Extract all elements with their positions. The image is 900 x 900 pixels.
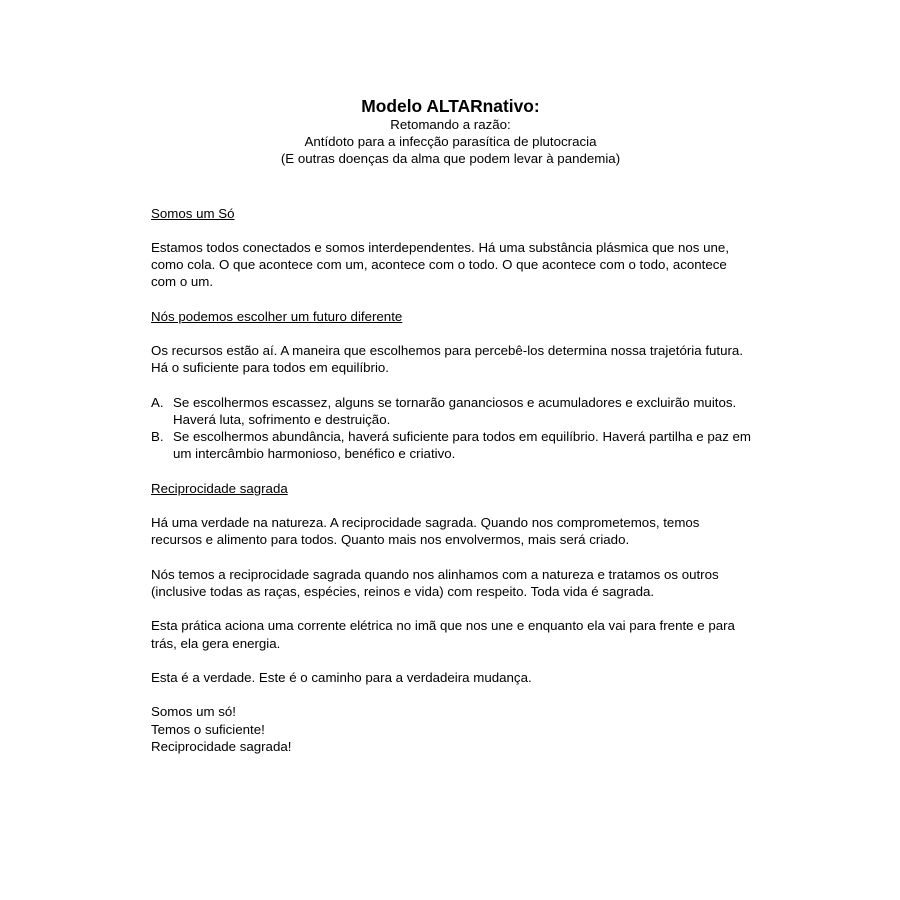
list-item-text: Se escolhermos escassez, alguns se tornarão gananciosos e acumuladores e excluirão muitos. Haverá luta, sofrimento e destruição. (173, 394, 737, 427)
document-subtitle-2: Antídoto para a infecção parasítica de plutocracia (304, 134, 597, 150)
document-page (151, 96, 751, 755)
closing-line-3: Reciprocidade sagrada! (151, 738, 292, 754)
list-item-text: Se escolhermos abundância, haverá suficiente para todos em equilíbrio. Haverá partilha e paz em um intercâmbio harmonioso, benéfico e criativo. (173, 429, 752, 462)
document-subtitle-3: (E outras doenças da alma que podem levar à pandemia) (280, 151, 621, 167)
paragraph-recursos: Os recursos estão aí. A maneira que escolhemos para percebê-los determina nossa trajetória futura. Há o suficiente para todos em equilíbrio. (151, 343, 744, 376)
section-heading-somos-um-so: Somos um Só (151, 205, 235, 221)
list-item (151, 394, 751, 428)
closing-lines (151, 703, 751, 755)
section-heading-reciprocidade: Reciprocidade sagrada (151, 480, 288, 496)
title-block (150, 96, 751, 168)
document-title: Modelo ALTARnativo: (361, 96, 540, 116)
list-item (151, 428, 751, 462)
choice-list (151, 394, 751, 463)
document-subtitle-1: Retomando a razão: (390, 117, 511, 132)
closing-line-1: Somos um só! (151, 704, 236, 720)
closing-line-2: Temos o suficiente! (151, 721, 265, 737)
paragraph-corrente-eletrica: Esta prática aciona uma corrente elétrica no imã que nos une e enquanto ela vai para frente e para trás, ela gera energia. (151, 618, 735, 651)
list-marker: B. (151, 429, 164, 445)
paragraph-caminho: Esta é a verdade. Este é o caminho para a verdadeira mudança. (151, 669, 532, 685)
section-heading-futuro-diferente: Nós podemos escolher um futuro diferente (151, 308, 403, 324)
paragraph-verdade-natureza: Há uma verdade na natureza. A reciprocidade sagrada. Quando nos comprometemos, temos recursos e alimento para todos. Quanto mais nos envolvermos, mais será criado. (151, 515, 700, 548)
paragraph-interdependence: Estamos todos conectados e somos interdependentes. Há uma substância plásmica que nos une, como cola. O que acontece com um, acontece com o todo. O que acontece com o todo, acontece com o um. (151, 240, 730, 290)
paragraph-alinhamento: Nós temos a reciprocidade sagrada quando nos alinhamos com a natureza e tratamos os outros (inclusive todas as raças, espécies, reinos e vida) com respeito. Toda vida é sagrada. (151, 566, 719, 599)
list-marker: A. (151, 394, 164, 410)
